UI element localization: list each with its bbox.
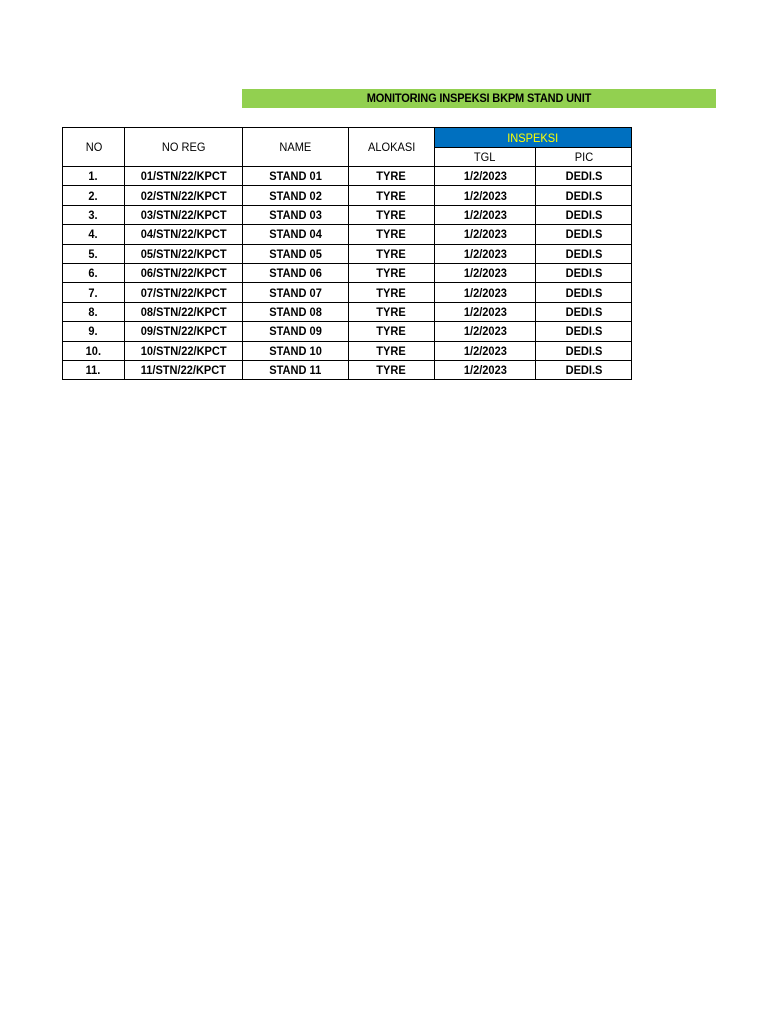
- table-row: [63, 244, 632, 263]
- cell-tgl: 1/2/2023: [435, 263, 536, 282]
- cell-pic: DEDI.S: [536, 205, 632, 224]
- cell-tgl: 1/2/2023: [435, 205, 536, 224]
- table-row: [63, 205, 632, 224]
- cell-name: STAND 02: [243, 186, 349, 205]
- cell-no-reg: 06/STN/22/KPCT: [125, 263, 243, 282]
- cell-alokasi: TYRE: [349, 167, 435, 186]
- cell-no-reg: 03/STN/22/KPCT: [125, 205, 243, 224]
- cell-name: STAND 05: [243, 244, 349, 263]
- table-row: [63, 263, 632, 282]
- cell-alokasi: TYRE: [349, 283, 435, 302]
- header-row: [63, 128, 632, 148]
- column-header-inspeksi: INSPEKSI: [435, 128, 632, 148]
- cell-pic: DEDI.S: [536, 360, 632, 379]
- cell-pic: DEDI.S: [536, 341, 632, 360]
- cell-tgl: 1/2/2023: [435, 322, 536, 341]
- cell-pic: DEDI.S: [536, 225, 632, 244]
- cell-name: STAND 11: [243, 360, 349, 379]
- cell-no: 1.: [63, 167, 125, 186]
- table-row: [63, 322, 632, 341]
- cell-name: STAND 09: [243, 322, 349, 341]
- table-row: [63, 302, 632, 321]
- cell-pic: DEDI.S: [536, 167, 632, 186]
- cell-no-reg: 10/STN/22/KPCT: [125, 341, 243, 360]
- cell-no: 4.: [63, 225, 125, 244]
- cell-no: 8.: [63, 302, 125, 321]
- cell-no: 2.: [63, 186, 125, 205]
- cell-name: STAND 06: [243, 263, 349, 282]
- cell-alokasi: TYRE: [349, 186, 435, 205]
- table-row: [63, 167, 632, 186]
- cell-no: 10.: [63, 341, 125, 360]
- cell-alokasi: TYRE: [349, 302, 435, 321]
- cell-tgl: 1/2/2023: [435, 341, 536, 360]
- column-header-name: NAME: [243, 128, 349, 167]
- cell-name: STAND 01: [243, 167, 349, 186]
- cell-pic: DEDI.S: [536, 322, 632, 341]
- cell-no: 6.: [63, 263, 125, 282]
- cell-no-reg: 08/STN/22/KPCT: [125, 302, 243, 321]
- cell-alokasi: TYRE: [349, 225, 435, 244]
- table-row: [63, 360, 632, 379]
- cell-no-reg: 04/STN/22/KPCT: [125, 225, 243, 244]
- cell-tgl: 1/2/2023: [435, 302, 536, 321]
- cell-no-reg: 02/STN/22/KPCT: [125, 186, 243, 205]
- page-title-text: MONITORING INSPEKSI BKPM STAND UNIT: [366, 91, 592, 105]
- cell-alokasi: TYRE: [349, 322, 435, 341]
- table-row: [63, 225, 632, 244]
- cell-no: 5.: [63, 244, 125, 263]
- column-header-alokasi: ALOKASI: [349, 128, 435, 167]
- column-header-no: NO: [63, 128, 125, 167]
- cell-no-reg: 09/STN/22/KPCT: [125, 322, 243, 341]
- cell-tgl: 1/2/2023: [435, 244, 536, 263]
- cell-no-reg: 05/STN/22/KPCT: [125, 244, 243, 263]
- cell-no: 7.: [63, 283, 125, 302]
- table-row: [63, 283, 632, 302]
- table-row: [63, 186, 632, 205]
- cell-name: STAND 10: [243, 341, 349, 360]
- cell-pic: DEDI.S: [536, 263, 632, 282]
- cell-no: 3.: [63, 205, 125, 224]
- cell-alokasi: TYRE: [349, 341, 435, 360]
- column-header-tgl: TGL: [435, 148, 536, 167]
- column-header-pic: PIC: [536, 148, 632, 167]
- cell-pic: DEDI.S: [536, 302, 632, 321]
- cell-no-reg: 11/STN/22/KPCT: [125, 360, 243, 379]
- cell-no-reg: 01/STN/22/KPCT: [125, 167, 243, 186]
- table-body: [63, 167, 632, 380]
- column-header-no-reg: NO REG: [125, 128, 243, 167]
- inspection-table: [62, 127, 632, 380]
- cell-alokasi: TYRE: [349, 244, 435, 263]
- cell-name: STAND 08: [243, 302, 349, 321]
- cell-no-reg: 07/STN/22/KPCT: [125, 283, 243, 302]
- cell-tgl: 1/2/2023: [435, 167, 536, 186]
- cell-tgl: 1/2/2023: [435, 225, 536, 244]
- page-title: [242, 89, 716, 108]
- cell-tgl: 1/2/2023: [435, 360, 536, 379]
- cell-tgl: 1/2/2023: [435, 283, 536, 302]
- cell-alokasi: TYRE: [349, 263, 435, 282]
- table-row: [63, 341, 632, 360]
- cell-alokasi: TYRE: [349, 360, 435, 379]
- cell-alokasi: TYRE: [349, 205, 435, 224]
- cell-pic: DEDI.S: [536, 186, 632, 205]
- cell-name: STAND 07: [243, 283, 349, 302]
- cell-pic: DEDI.S: [536, 283, 632, 302]
- cell-no: 9.: [63, 322, 125, 341]
- cell-name: STAND 04: [243, 225, 349, 244]
- cell-tgl: 1/2/2023: [435, 186, 536, 205]
- cell-no: 11.: [63, 360, 125, 379]
- cell-pic: DEDI.S: [536, 244, 632, 263]
- cell-name: STAND 03: [243, 205, 349, 224]
